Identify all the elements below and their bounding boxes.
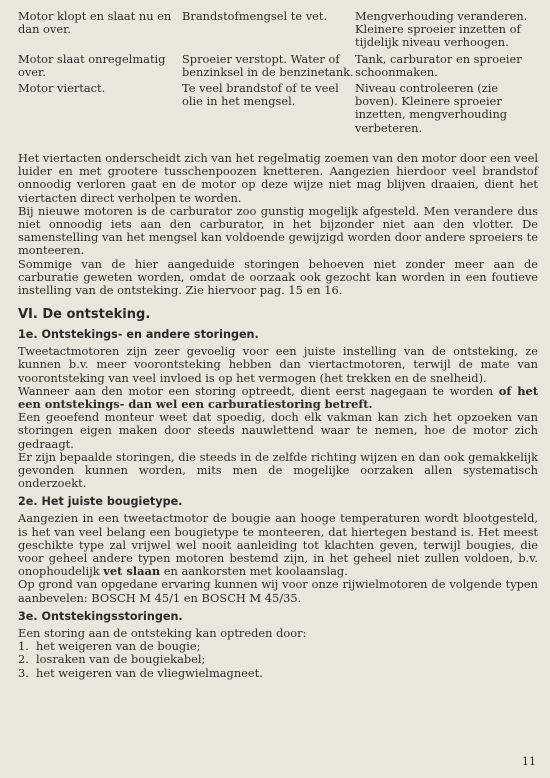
paragraph: Bij nieuwe motoren is de carburator zoo gunstig mogelijk afgesteld. Men verandere dus niet onnoodig iets aan den carburator, in het bijzonder niet aan den vlotter. De samenstelling van het mengsel kan voldoende gewijzigd worden door andere sproeiers te monteeren.	[18, 203, 538, 258]
text-run: en aankorsten met koolaanslag.	[160, 564, 348, 579]
list-text: losraken van de bougiekabel;	[36, 652, 206, 667]
cause-cell: Sproeier verstopt. Water of benzinksel in de benzinetank.	[182, 51, 354, 79]
numbered-list	[18, 640, 538, 680]
body-text	[18, 152, 538, 680]
table-row	[18, 53, 542, 79]
page-number: 11	[522, 755, 536, 768]
symptom-cell: Motor klopt en slaat nu en dan over.	[18, 9, 172, 37]
paragraph: Tweetactmotoren zijn zeer gevoelig voor een juiste instelling van de ontsteking, ze kunnen b.v. meer voorontsteking hebben dan viertactmotoren, terwijl de mate van voorontsteking van veel invloed is op het vermogen (het trekken en de snelheid).	[18, 344, 538, 385]
subsection-heading: 1e. Ontstekings- en andere storingen.	[18, 328, 259, 342]
list-item	[18, 653, 538, 666]
paragraph: Er zijn bepaalde storingen, die steeds in de zelfde richting wijzen en dan ook gemakkelijk gevonden kunnen worden, mits men de mogelijke oorzaken allen systematisch onderzoekt.	[18, 449, 538, 491]
paragraph: Het viertacten onderscheidt zich van het regelmatig zoemen van den motor door een veel luider en met grootere tusschenpoozen knetteren. Aangezien hierdoor veel brandstof onnoodig verloren gaat en de motor op deze wijze niet mag blijven draaien, dient het viertacten direct verholpen te worden.	[18, 151, 538, 205]
list-text: het weigeren van de vliegwielmagneet.	[36, 665, 263, 680]
paragraph: Sommige van de hier aangeduide storingen behoeven niet zonder meer aan de carburatie geweten worden, omdat de oorzaak ook gezocht kan worden in een foutieve instelling van de ontsteking. Zie hiervoor pag. 15 en 16.	[18, 256, 538, 298]
list-number: 1.	[18, 639, 29, 654]
remedy-cell: Tank, carburator en sproeier schoonmaken.	[355, 51, 522, 79]
subsection-heading: 2e. Het juiste bougietype.	[18, 495, 183, 509]
paragraph: Op grond van opgedane ervaring kunnen wij voor onze rijwielmotoren de volgende typen aanbevelen: BOSCH M 45/1 en BOSCH M 45/35.	[18, 577, 538, 605]
text-run: Wanneer aan den motor een storing optreedt, dient eerst nagegaan te worden	[18, 383, 499, 398]
subsection-heading: 3e. Ontstekingsstoringen.	[18, 609, 183, 623]
cause-cell: Te veel brandstof of te veel olie in het mengsel.	[182, 81, 339, 109]
text-run: Aangezien in een tweetactmotor de bougie aan hooge temperaturen wordt blootgesteld, is het van veel belang een bougietype te monteeren, dat hiertegen bestand is. Het meest geschikte type zal vrijwel wel nooit aanleiding tot klachten geven, terwijl bougies, die voor geheel andere typen motoren bestemd zijn, in het geheel niet zullen voldoen, b.v. onophoudelijk	[18, 511, 538, 579]
paragraph	[18, 512, 538, 578]
list-number: 2.	[18, 652, 29, 667]
paragraph: Een geoefend monteur weet dat spoedig, doch elk vakman kan zich het opzoeken van storingen eigen maken door steeds nauwlettend waar te nemen, hoe de motor zich gedraagt.	[18, 410, 538, 451]
table-row	[18, 10, 542, 50]
symptom-cell: Motor slaat onregelmatig over.	[18, 51, 166, 79]
cause-cell: Brandstofmengsel te vet.	[182, 9, 328, 23]
section-heading: VI. De ontsteking.	[18, 307, 151, 323]
remedy-cell: Mengverhouding veranderen. Kleinere sproeier inzetten of tijdelijk niveau verhoogen.	[355, 9, 528, 50]
troubleshooting-table	[18, 10, 542, 135]
bold-text: vet slaan	[103, 564, 161, 579]
bold-text: of het een ontstekings- dan wel een carburatiestoring betreft.	[18, 383, 538, 412]
paragraph	[18, 385, 538, 411]
list-number: 3.	[18, 665, 29, 680]
paragraph: Een storing aan de ontsteking kan optreden door:	[18, 625, 307, 640]
symptom-cell: Motor viertact.	[18, 81, 106, 96]
remedy-cell: Niveau controleeren (zie boven). Kleinere sproeier inzetten, mengverhouding verbeteren.	[355, 81, 508, 135]
list-item	[18, 667, 538, 680]
list-text: het weigeren van de bougie;	[36, 639, 201, 654]
table-row	[18, 82, 542, 135]
